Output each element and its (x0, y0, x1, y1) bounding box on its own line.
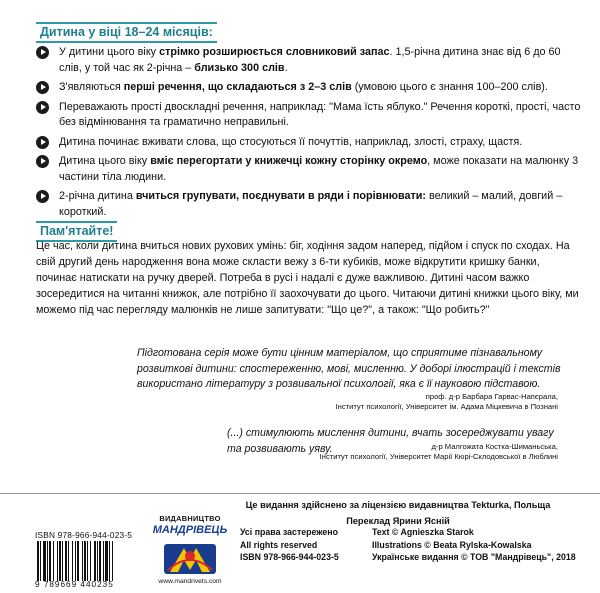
bullet-item (36, 154, 581, 185)
rights-block (240, 526, 339, 564)
play-bullet-icon (36, 101, 49, 114)
play-bullet-icon (36, 81, 49, 94)
translator-line: Переклад Ярини Ясній (346, 516, 450, 526)
bullet-text: Дитина цього віку вміє перегортати у книжечці кожну сторінку окремо, може показати на малюнку 3 частини тіла людини. (59, 155, 579, 183)
logo-mark-icon (150, 542, 230, 576)
barcode-block (35, 530, 135, 589)
bullet-text: У дитини цього віку стрімко розширюється словниковий запас. 1,5-річна дитина знає від 6 до 60 слів, у той час як 2-річна – близько 300 слів. (59, 46, 561, 74)
bullet-item (36, 80, 581, 96)
bullet-item (36, 100, 581, 131)
credit-illustrations: Illustrations © Beata Rylska-Kowalska (372, 539, 532, 550)
remember-paragraph: Це час, коли дитина вчиться нових рухових умінь: біг, ходіння задом наперед, підйом і спуск по сходах. На свій другий день народження вона може скласти вежу з 6-ти кубиків, може відкрутити кришку банки, починає натискати на ручку дверей. Потреба в русі і надалі є дуже важливою. Дитині часом важко зосередитися на читанні книжок, але потрібно її заохочувати до цього. Читаючи дитині книжки цього віку, ми можемо під час перегляду малюнків не лише запитувати: "Що це?", а також: "Що робить?" (36, 240, 579, 316)
play-bullet-icon (36, 136, 49, 149)
credits-block (372, 526, 576, 564)
quote-1-affiliation: Інститут психології, Університет ім. Адама Міцкевича в Познані (335, 402, 558, 411)
publisher-logo (150, 514, 230, 589)
bullet-text: Дитина починає вживати слова, що стосуються її почуттів, наприклад, злості, страху, щастя. (59, 135, 523, 148)
license-note (228, 497, 568, 529)
quote-1-citation (138, 392, 558, 412)
bullet-item (36, 45, 581, 76)
expert-quote-2: (...) стимулюють мислення дитини, вчать зосереджувати увагу та розвивають уяву. (227, 427, 554, 455)
play-bullet-icon (36, 155, 49, 168)
quote-2-affiliation: Інститут психології, Університет Марії Кюрі-Склодовської в Люблині (319, 452, 558, 461)
quote-2-citation (138, 442, 558, 462)
isbn-label: ISBN 978-966-944-023-5 (35, 530, 133, 540)
barcode-digits: 9 789669 440235 (35, 580, 114, 589)
rights-ukr: Усі права застережено (240, 527, 338, 537)
development-bullet-list (36, 45, 581, 224)
logo-name: МАНДРІВЕЦЬ (152, 524, 228, 536)
bullet-text: З'являються перші речення, що складаються з 2–3 слів (умовою цього є знання 100–200 слів). (59, 81, 548, 93)
logo-caption: ВИДАВНИЦТВО (159, 514, 221, 523)
section-title-remember: Пам'ятайте! (36, 221, 117, 242)
bullet-item (36, 135, 581, 151)
footer-divider (0, 493, 600, 494)
publisher-website: www.mandrivets.com (158, 578, 222, 585)
credit-edition: Українське видання © ТОВ "Мандрівець", 2018 (372, 552, 576, 562)
bullet-text: Переважають прості двоскладні речення, наприклад: "Мама їсть яблуко." Речення короткі, прості, часто без відмінювання та граматично неправильні. (59, 100, 581, 128)
quote-1-author: проф. д-р Барбара Гарвас-Напєрала, (425, 392, 558, 401)
quote-2-author: д-р Малгожата Костка-Шиманьська, (431, 442, 558, 451)
section-title-age: Дитина у віці 18–24 місяців: (36, 22, 217, 43)
play-bullet-icon (36, 190, 49, 203)
play-bullet-icon (36, 46, 49, 59)
barcode-icon (35, 541, 135, 581)
rights-eng: All rights reserved (240, 539, 318, 550)
bullet-item (36, 189, 581, 220)
credit-text: Text © Agnieszka Starok (372, 527, 474, 537)
license-line: Це видання здійснено за ліцензією видавництва Tekturka, Польща (245, 500, 551, 510)
bullet-text: 2-річна дитина вчиться групувати, поєднувати в ряди і порівнювати: великий – малий, довгий – короткий. (59, 190, 563, 218)
expert-quote-1: Підготована серія може бути цінним матеріалом, що сприятиме пізнавальному розвиткові дитини: спостереженню, мові, мисленню. У доборі ілюстрацій і текстів використано літературу з розвивальної психології, яка є її науковою підставою. (137, 347, 561, 390)
rights-isbn: ISBN 978-966-944-023-5 (240, 552, 339, 562)
